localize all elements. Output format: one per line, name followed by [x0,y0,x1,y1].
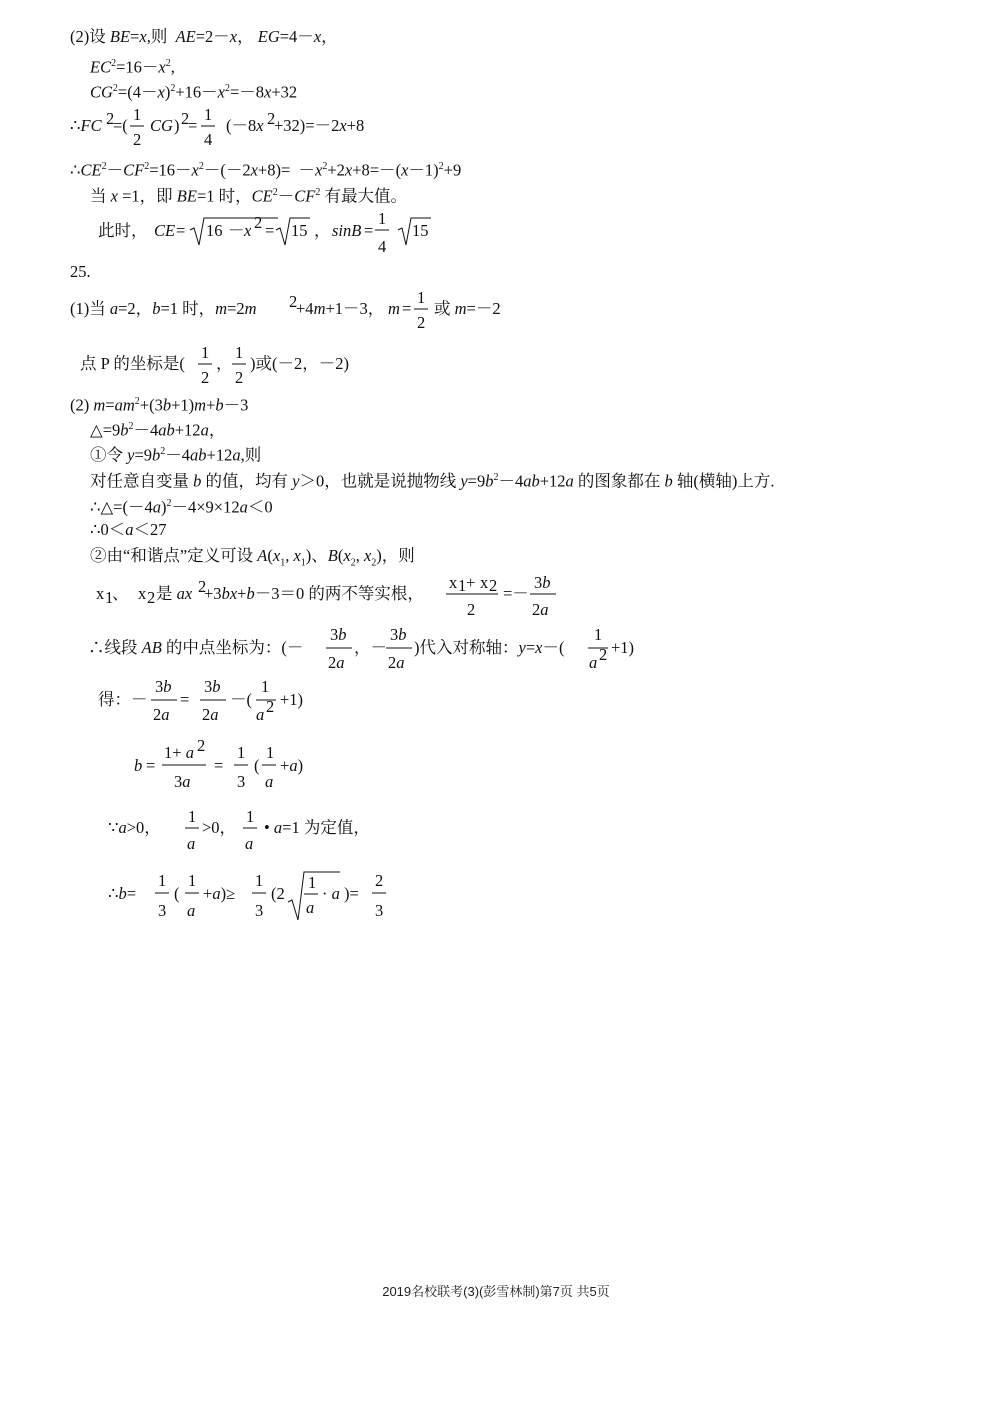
svg-text:=: = [364,221,374,240]
svg-text:1: 1 [308,873,317,892]
svg-text:=(: =( [113,116,128,135]
svg-text:2: 2 [489,576,498,595]
svg-text:1: 1 [201,343,210,362]
svg-text:=: = [188,116,198,135]
svg-text:3: 3 [255,901,264,920]
svg-text:1: 1 [261,677,270,696]
svg-text:a: a [589,653,598,672]
svg-text:，: ， [216,354,233,373]
svg-text:－: － [228,221,245,240]
svg-text:+1): +1) [280,690,304,709]
svg-text:∵a>0，: ∵a>0， [108,818,161,837]
svg-text:+1): +1) [611,638,635,657]
svg-text:1: 1 [246,807,255,826]
svg-text:(－8x: (－8x [226,116,264,135]
svg-text:• a=1 为定值，: • a=1 为定值， [264,818,370,837]
svg-text:∴线段 AB 的中点坐标为：(－: ∴线段 AB 的中点坐标为：(－ [88,638,304,657]
svg-text:1: 1 [378,209,387,228]
svg-text:1+ a: 1+ a [164,743,194,762]
svg-text:1: 1 [594,625,603,644]
svg-text:2: 2 [147,588,156,607]
svg-text:1: 1 [158,871,167,890]
svg-text:x: x [449,573,458,592]
svg-text:2: 2 [599,645,608,664]
svg-text:2: 2 [467,600,476,619]
svg-text:3b: 3b [204,677,221,696]
svg-text:3b: 3b [330,625,347,644]
svg-text:2a: 2a [328,653,345,672]
q25-harmony: ②由“和谐点”定义可设 $A(x_1$, $x_1$)、$B(x_2$, $x_2$)，则 [90,546,415,569]
svg-text:+: + [466,573,476,592]
svg-text:a: a [187,834,196,853]
svg-text:1: 1 [237,743,246,762]
max-line: 当 x =1，即 BE=1 时，$CE^2-CF^2$ 有最大值。 [90,186,407,206]
svg-text:x: x [96,584,105,603]
svg-text:∴FC: ∴FC [70,116,102,135]
q25-range: ∴0＜a＜27 [90,520,167,539]
svg-text:=: = [265,221,275,240]
svg-text:(1)当 a=2，b=1 时，m=2m: (1)当 a=2，b=1 时，m=2m [70,299,257,318]
svg-text:2: 2 [201,368,210,387]
svg-text:15: 15 [291,221,308,240]
svg-text:=: = [402,299,412,318]
svg-text:(: ( [174,884,180,903]
svg-text:2a: 2a [153,705,170,724]
q25-let-y: ①令 $y=9b^2-4ab+12a$,则 [90,445,262,465]
svg-text:3: 3 [237,772,246,791]
svg-text:1: 1 [266,743,275,762]
svg-text:CE: CE [154,221,176,240]
svg-text:此时，: 此时， [98,221,148,240]
svg-text:x: x [138,584,147,603]
svg-text:a: a [187,901,196,920]
svg-text:或 m=－2: 或 m=－2 [434,299,501,318]
svg-text:(: ( [254,756,260,775]
svg-text:+4m+1－3，: +4m+1－3， [296,299,385,318]
svg-text:2: 2 [198,577,207,596]
svg-text:sinB: sinB [332,221,362,240]
svg-text:(2: (2 [271,884,285,903]
svg-text:x: x [480,573,489,592]
svg-text:3b: 3b [155,677,172,696]
q25-disc: $\therefore\triangle=(-4a)^2-4\times 9\times 12a<0$ [90,497,273,517]
svg-text:得：－: 得：－ [98,690,148,709]
q25-point [80,338,380,390]
svg-text:2: 2 [254,213,263,232]
svg-text:a: a [256,705,265,724]
svg-text:2: 2 [235,368,244,387]
svg-text:、: 、 [112,584,129,603]
svg-text:1: 1 [204,105,213,124]
svg-text:2: 2 [133,130,142,149]
svg-text:3a: 3a [174,772,191,791]
svg-text:+3bx+b－3＝0 的两不等实根，: +3bx+b－3＝0 的两不等实根， [204,584,424,603]
svg-text:)=: )= [344,884,359,903]
svg-text:): ) [174,116,180,135]
svg-text:16: 16 [206,221,223,240]
q25-explain: 对任意自变量 b 的值，均有 y＞0，也就是说抛物线 $y=9b^2-4ab+12a$ 的图象都在 b 轴(横轴)上方. [90,471,775,491]
svg-text:，: ， [314,221,331,240]
svg-text:1: 1 [133,105,142,124]
svg-text:3: 3 [158,901,167,920]
svg-text:2: 2 [375,871,384,890]
svg-text:a: a [245,834,254,853]
svg-text:2a: 2a [202,705,219,724]
q25-delta: $\triangle=9b^2-4ab+12a$， [90,420,226,440]
svg-text:2: 2 [106,109,115,128]
ce2cf2-line: $\therefore CE^2-CF^2=16-x^2-(-2x+8)= -x^2+2x+8=-(x-1)^2+9$ [70,160,462,180]
svg-text:1: 1 [458,576,467,595]
svg-text:=: = [146,756,156,775]
svg-text:)或(－2，－2): )或(－2，－2) [250,354,349,373]
svg-text:>0，: >0， [202,818,237,837]
svg-text:a: a [306,898,315,917]
svg-text:CG: CG [150,116,173,135]
q25-label: 25. [70,262,91,281]
q25-get [98,674,418,730]
section2-header: (2)设 BE=x,则 AE=2－x， EG=4－x， [70,27,338,46]
svg-text:2a: 2a [388,653,405,672]
svg-text:2a: 2a [532,600,549,619]
q25-part2-eq: (2) $m=am^2+(3b+1)m+b-3$ [70,395,249,415]
svg-text:2: 2 [267,109,276,128]
svg-text:a: a [265,772,274,791]
svg-text:3b: 3b [534,573,551,592]
svg-text:b: b [134,756,143,775]
svg-text:)代入对称轴：y=x－(: )代入对称轴：y=x－( [414,638,565,657]
svg-text:1: 1 [255,871,264,890]
svg-text:4: 4 [378,237,387,256]
svg-text:2: 2 [197,736,206,755]
svg-text:2: 2 [417,313,426,332]
svg-text:1: 1 [188,871,197,890]
page-footer: 2019名校联考(3)(彭雪林制)第7页 共5页 [382,1284,610,1299]
cg2-line: $CG^2=(4-x)^2+16-x^2=-8x+32$ [90,82,298,102]
svg-text:1: 1 [105,588,114,607]
svg-text:1: 1 [235,343,244,362]
svg-text:，－: ，－ [354,638,387,657]
svg-text:m: m [388,299,400,318]
fc2-line [70,100,410,152]
svg-text:点 P 的坐标是(: 点 P 的坐标是( [80,354,185,373]
svg-text:4: 4 [204,130,213,149]
svg-text:2: 2 [266,697,275,716]
q25-since [108,802,408,858]
svg-text:15: 15 [412,221,429,240]
svg-text:· a: · a [322,884,340,903]
svg-text:3b: 3b [390,625,407,644]
svg-text:3: 3 [375,901,384,920]
svg-text:－(: －( [230,690,252,709]
svg-text:是 ax: 是 ax [156,584,193,603]
result-line [98,204,438,256]
ec2-line: $EC^2=16-x^2$, [90,57,175,77]
svg-text:2: 2 [181,109,190,128]
svg-text:=: = [180,690,190,709]
svg-text:x: x [244,221,252,240]
svg-text:=－: =－ [503,584,529,603]
svg-text:1: 1 [417,288,426,307]
svg-text:2: 2 [289,292,298,311]
svg-text:+32)=－2x+8: +32)=－2x+8 [274,116,365,135]
svg-text:=: = [176,221,186,240]
q25-conclusion [108,866,428,926]
svg-text:+a)≥: +a)≥ [203,884,236,903]
svg-text:=: = [214,756,224,775]
svg-text:1: 1 [188,807,197,826]
q25-b-expr [134,738,354,794]
svg-text:+a): +a) [280,756,304,775]
svg-text:∴b=: ∴b= [108,884,137,903]
